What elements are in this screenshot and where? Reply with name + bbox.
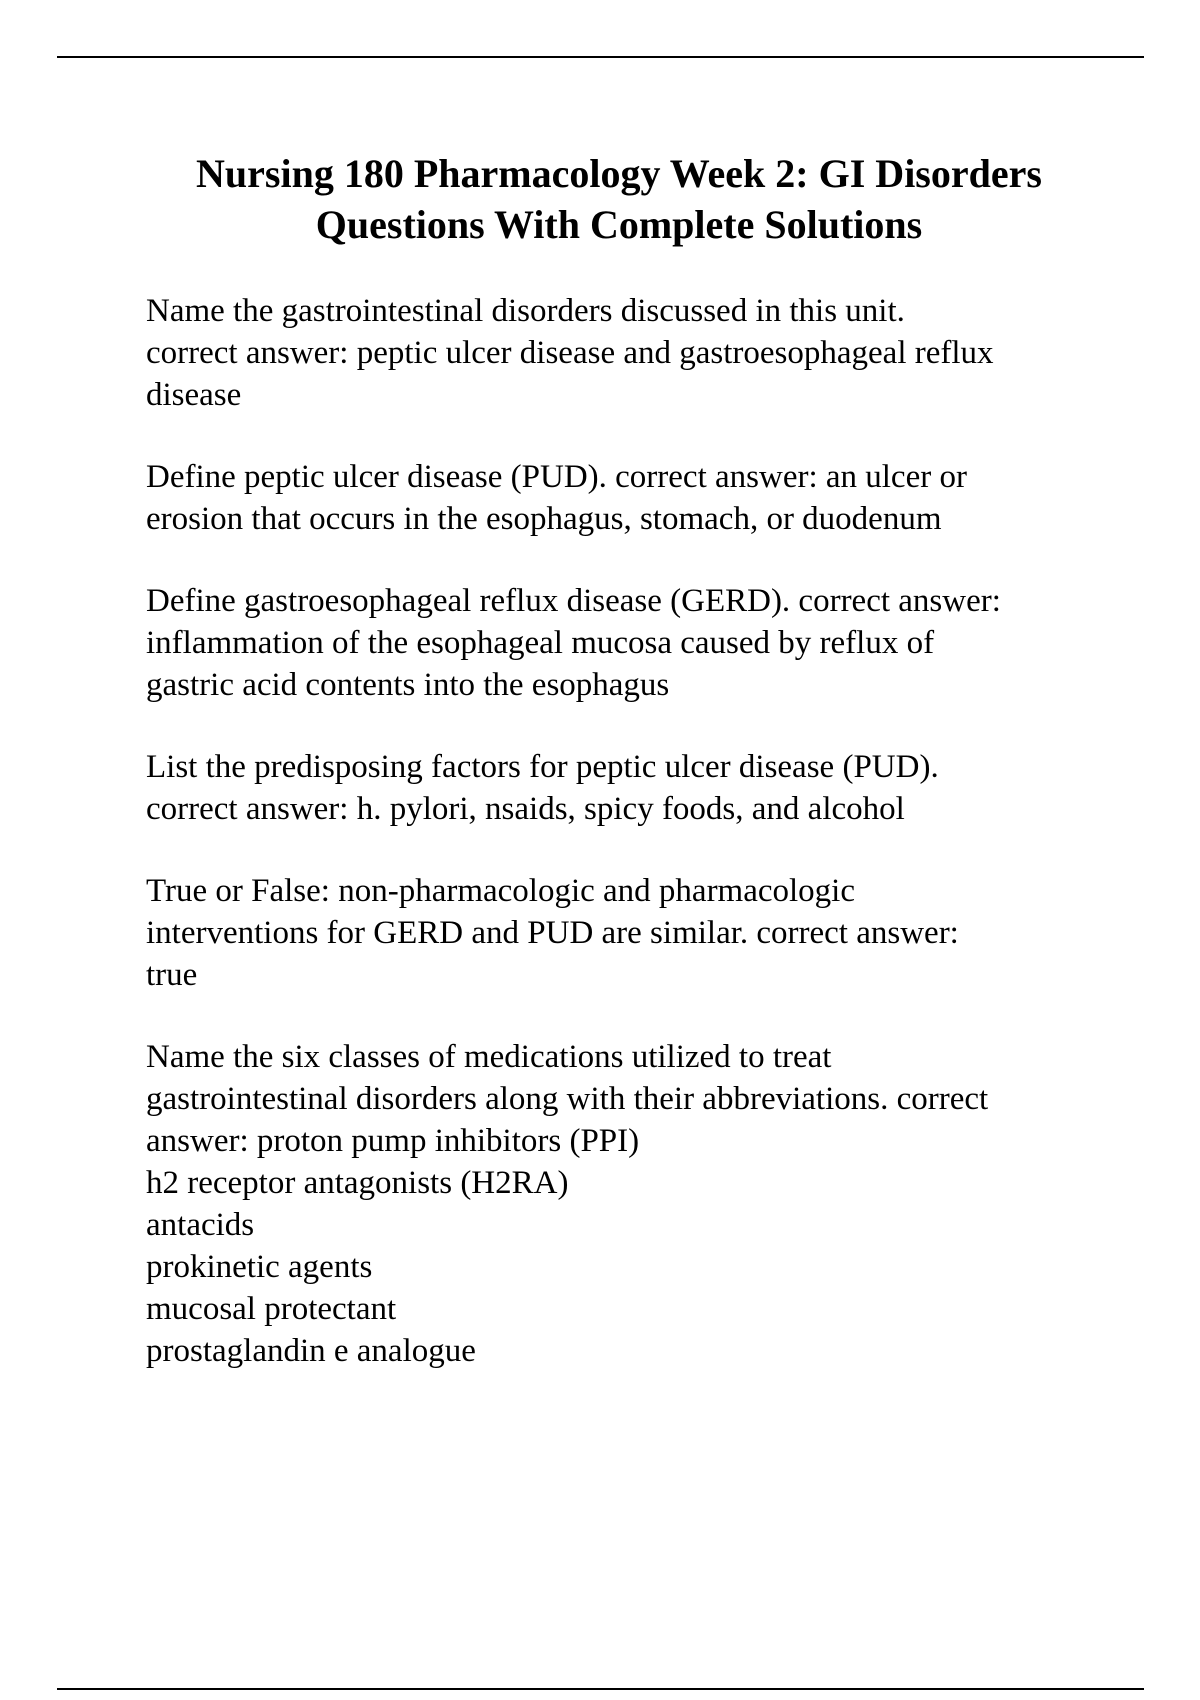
header-rule — [57, 56, 1144, 58]
qa-line: disease — [146, 377, 242, 413]
qa-line: Define peptic ulcer disease (PUD). correct answer: an ulcer or — [146, 459, 967, 495]
qa-list — [146, 290, 1092, 1412]
qa-line: inflammation of the esophageal mucosa caused by reflux of — [146, 625, 935, 661]
qa-line: Name the gastrointestinal disorders discussed in this unit. — [146, 293, 905, 329]
title-line: Questions With Complete Solutions — [315, 202, 923, 247]
qa-line: interventions for GERD and PUD are similar. correct answer: — [146, 915, 959, 951]
title-line: Nursing 180 Pharmacology Week 2: GI Disorders — [196, 151, 1042, 196]
qa-line: true — [146, 957, 198, 993]
document-title — [146, 148, 1092, 250]
qa-entry — [146, 290, 1092, 416]
qa-line: gastrointestinal disorders along with their abbreviations. correct — [146, 1081, 989, 1117]
qa-line: prostaglandin e analogue — [146, 1333, 476, 1369]
qa-line: correct answer: h. pylori, nsaids, spicy foods, and alcohol — [146, 791, 905, 827]
qa-line: correct answer: peptic ulcer disease and gastroesophageal reflux — [146, 335, 994, 371]
qa-entry — [146, 1036, 1092, 1372]
qa-line: List the predisposing factors for peptic ulcer disease (PUD). — [146, 749, 939, 785]
qa-line: Define gastroesophageal reflux disease (GERD). correct answer: — [146, 583, 1001, 619]
qa-entry — [146, 580, 1092, 706]
qa-line: prokinetic agents — [146, 1249, 373, 1285]
qa-line: Name the six classes of medications utilized to treat — [146, 1039, 832, 1075]
qa-line: erosion that occurs in the esophagus, stomach, or duodenum — [146, 501, 942, 537]
qa-line: antacids — [146, 1207, 255, 1243]
qa-line: True or False: non-pharmacologic and pharmacologic — [146, 873, 856, 909]
qa-line: mucosal protectant — [146, 1291, 397, 1327]
qa-entry — [146, 746, 1092, 830]
qa-line: gastric acid contents into the esophagus — [146, 667, 670, 703]
qa-entry — [146, 870, 1092, 996]
footer-rule — [57, 1688, 1144, 1690]
qa-entry — [146, 456, 1092, 540]
qa-line: answer: proton pump inhibitors (PPI) — [146, 1123, 640, 1159]
qa-line: h2 receptor antagonists (H2RA) — [146, 1165, 569, 1201]
